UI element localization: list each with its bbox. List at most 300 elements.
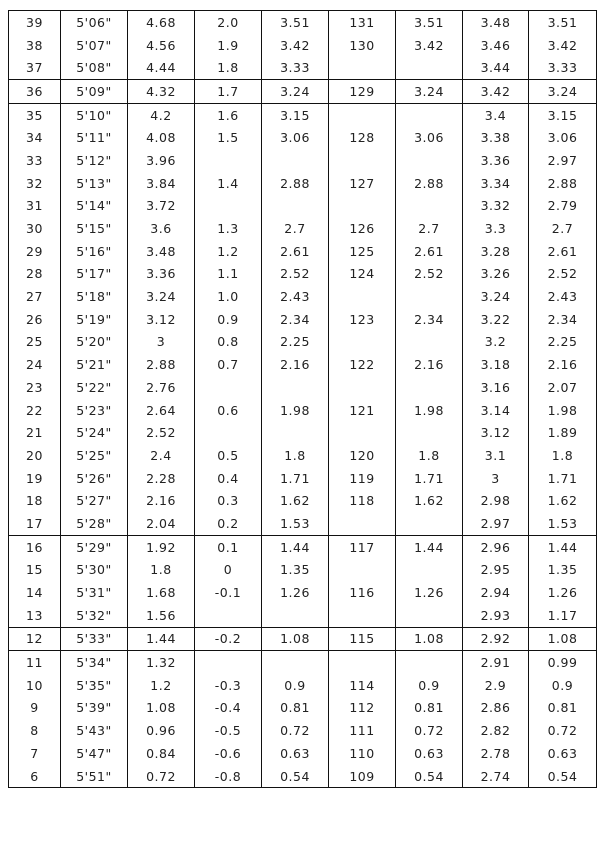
col5-cell: 2.52	[262, 263, 329, 286]
col7-cell: 2.7	[396, 217, 463, 240]
col4-cell: 0.7	[195, 353, 262, 376]
col4-cell: -0.6	[195, 742, 262, 765]
col4-cell: 0.1	[195, 535, 262, 558]
col8-cell: 2.74	[463, 765, 529, 788]
table-row	[9, 149, 597, 172]
time-cell: 5'24"	[61, 421, 128, 444]
col7-cell: 1.62	[396, 489, 463, 512]
col9-cell: 3.33	[529, 56, 597, 79]
col3-cell: 3.72	[128, 195, 195, 218]
table-row	[9, 331, 597, 354]
col6-cell	[329, 604, 396, 627]
score-cell: 21	[9, 421, 61, 444]
score-cell: 17	[9, 512, 61, 535]
score-cell: 16	[9, 535, 61, 558]
col9-cell: 0.63	[529, 742, 597, 765]
score-cell: 25	[9, 331, 61, 354]
col7-cell: 3.06	[396, 126, 463, 149]
col7-cell: 2.34	[396, 308, 463, 331]
col8-cell: 3.26	[463, 263, 529, 286]
col4-cell	[195, 376, 262, 399]
time-cell: 5'31"	[61, 581, 128, 604]
col3-cell: 1.32	[128, 651, 195, 674]
table-row	[9, 285, 597, 308]
col4-cell: 1.8	[195, 56, 262, 79]
score-cell: 13	[9, 604, 61, 627]
table-row	[9, 559, 597, 582]
col4-cell: -0.2	[195, 627, 262, 651]
col7-cell: 3.24	[396, 80, 463, 104]
col4-cell	[195, 195, 262, 218]
col7-cell: 1.71	[396, 467, 463, 490]
score-cell: 26	[9, 308, 61, 331]
col9-cell: 1.26	[529, 581, 597, 604]
table-row	[9, 399, 597, 422]
col3-cell: 4.56	[128, 34, 195, 57]
col9-cell: 2.07	[529, 376, 597, 399]
col4-cell	[195, 149, 262, 172]
col5-cell: 1.62	[262, 489, 329, 512]
col7-cell	[396, 651, 463, 674]
col7-cell: 1.8	[396, 444, 463, 467]
col9-cell: 1.44	[529, 535, 597, 558]
col9-cell: 1.71	[529, 467, 597, 490]
col5-cell: 3.51	[262, 11, 329, 34]
time-cell: 5'29"	[61, 535, 128, 558]
time-cell: 5'33"	[61, 627, 128, 651]
score-cell: 10	[9, 674, 61, 697]
col6-cell: 115	[329, 627, 396, 651]
col9-cell: 0.99	[529, 651, 597, 674]
table-row	[9, 489, 597, 512]
col4-cell: 2.0	[195, 11, 262, 34]
col6-cell: 123	[329, 308, 396, 331]
col7-cell	[396, 604, 463, 627]
col9-cell: 3.51	[529, 11, 597, 34]
time-cell: 5'51"	[61, 765, 128, 788]
col7-cell	[396, 559, 463, 582]
table-row	[9, 674, 597, 697]
time-cell: 5'21"	[61, 353, 128, 376]
col9-cell: 2.79	[529, 195, 597, 218]
col8-cell: 2.92	[463, 627, 529, 651]
table-row	[9, 376, 597, 399]
col7-cell	[396, 512, 463, 535]
col9-cell: 0.81	[529, 697, 597, 720]
col7-cell: 0.63	[396, 742, 463, 765]
col6-cell	[329, 195, 396, 218]
table-row	[9, 126, 597, 149]
col6-cell: 118	[329, 489, 396, 512]
time-cell: 5'19"	[61, 308, 128, 331]
time-cell: 5'22"	[61, 376, 128, 399]
col5-cell: 0.63	[262, 742, 329, 765]
col5-cell: 2.43	[262, 285, 329, 308]
col8-cell: 3.32	[463, 195, 529, 218]
col8-cell: 3.48	[463, 11, 529, 34]
col3-cell: 3.12	[128, 308, 195, 331]
col5-cell: 0.54	[262, 765, 329, 788]
col6-cell: 119	[329, 467, 396, 490]
time-cell: 5'06"	[61, 11, 128, 34]
col6-cell: 117	[329, 535, 396, 558]
col4-cell: 0.3	[195, 489, 262, 512]
col6-cell: 120	[329, 444, 396, 467]
score-cell: 29	[9, 240, 61, 263]
col3-cell: 3.84	[128, 172, 195, 195]
col6-cell: 116	[329, 581, 396, 604]
col6-cell: 126	[329, 217, 396, 240]
col4-cell: 1.1	[195, 263, 262, 286]
col6-cell	[329, 56, 396, 79]
col9-cell: 0.54	[529, 765, 597, 788]
col6-cell: 121	[329, 399, 396, 422]
time-cell: 5'13"	[61, 172, 128, 195]
col3-cell: 3	[128, 331, 195, 354]
score-cell: 22	[9, 399, 61, 422]
col4-cell: 0.5	[195, 444, 262, 467]
col5-cell	[262, 421, 329, 444]
col8-cell: 3.28	[463, 240, 529, 263]
score-cell: 33	[9, 149, 61, 172]
col8-cell: 2.96	[463, 535, 529, 558]
col4-cell: 1.4	[195, 172, 262, 195]
col8-cell: 3.12	[463, 421, 529, 444]
col3-cell: 1.92	[128, 535, 195, 558]
table-body	[9, 11, 597, 788]
col9-cell: 3.42	[529, 34, 597, 57]
col5-cell: 3.15	[262, 103, 329, 126]
time-cell: 5'17"	[61, 263, 128, 286]
col3-cell: 4.08	[128, 126, 195, 149]
col9-cell: 1.8	[529, 444, 597, 467]
table-row	[9, 172, 597, 195]
col4-cell: 0.8	[195, 331, 262, 354]
time-cell: 5'47"	[61, 742, 128, 765]
col8-cell: 3.3	[463, 217, 529, 240]
col9-cell: 1.89	[529, 421, 597, 444]
col4-cell	[195, 604, 262, 627]
col3-cell: 0.72	[128, 765, 195, 788]
score-cell: 36	[9, 80, 61, 104]
score-cell: 12	[9, 627, 61, 651]
col7-cell	[396, 285, 463, 308]
col6-cell: 110	[329, 742, 396, 765]
col5-cell: 0.9	[262, 674, 329, 697]
table-row	[9, 421, 597, 444]
col8-cell: 3.46	[463, 34, 529, 57]
col4-cell: 0.4	[195, 467, 262, 490]
col6-cell	[329, 103, 396, 126]
time-cell: 5'10"	[61, 103, 128, 126]
col8-cell: 3.34	[463, 172, 529, 195]
col3-cell: 0.96	[128, 719, 195, 742]
col3-cell: 4.68	[128, 11, 195, 34]
col5-cell: 3.33	[262, 56, 329, 79]
col4-cell: 0.2	[195, 512, 262, 535]
col6-cell: 125	[329, 240, 396, 263]
col9-cell: 2.16	[529, 353, 597, 376]
col5-cell: 3.06	[262, 126, 329, 149]
score-cell: 37	[9, 56, 61, 79]
col7-cell: 2.61	[396, 240, 463, 263]
col8-cell: 2.82	[463, 719, 529, 742]
col6-cell: 109	[329, 765, 396, 788]
col6-cell	[329, 149, 396, 172]
table-row	[9, 651, 597, 674]
col3-cell: 1.44	[128, 627, 195, 651]
col5-cell: 1.35	[262, 559, 329, 582]
col8-cell: 3.14	[463, 399, 529, 422]
time-cell: 5'25"	[61, 444, 128, 467]
col8-cell: 2.9	[463, 674, 529, 697]
table-row	[9, 103, 597, 126]
col8-cell: 3	[463, 467, 529, 490]
score-cell: 23	[9, 376, 61, 399]
col8-cell: 2.97	[463, 512, 529, 535]
time-cell: 5'26"	[61, 467, 128, 490]
col6-cell: 122	[329, 353, 396, 376]
table-row	[9, 581, 597, 604]
col6-cell	[329, 512, 396, 535]
col3-cell: 1.2	[128, 674, 195, 697]
col5-cell: 3.42	[262, 34, 329, 57]
col8-cell: 3.1	[463, 444, 529, 467]
col3-cell: 4.44	[128, 56, 195, 79]
time-cell: 5'20"	[61, 331, 128, 354]
col3-cell: 0.84	[128, 742, 195, 765]
col9-cell: 1.08	[529, 627, 597, 651]
col3-cell: 2.04	[128, 512, 195, 535]
col9-cell: 2.61	[529, 240, 597, 263]
col7-cell	[396, 331, 463, 354]
score-cell: 15	[9, 559, 61, 582]
col8-cell: 3.36	[463, 149, 529, 172]
score-cell: 31	[9, 195, 61, 218]
score-cell: 32	[9, 172, 61, 195]
score-table	[8, 10, 597, 788]
col4-cell: 1.7	[195, 80, 262, 104]
table-row	[9, 512, 597, 535]
col3-cell: 4.32	[128, 80, 195, 104]
time-cell: 5'23"	[61, 399, 128, 422]
col7-cell: 1.98	[396, 399, 463, 422]
col8-cell: 3.44	[463, 56, 529, 79]
col5-cell: 2.88	[262, 172, 329, 195]
col5-cell: 2.25	[262, 331, 329, 354]
col9-cell: 2.52	[529, 263, 597, 286]
col9-cell: 3.24	[529, 80, 597, 104]
col6-cell	[329, 559, 396, 582]
col7-cell	[396, 195, 463, 218]
col8-cell: 3.16	[463, 376, 529, 399]
col5-cell: 2.61	[262, 240, 329, 263]
score-cell: 20	[9, 444, 61, 467]
col5-cell: 1.8	[262, 444, 329, 467]
time-cell: 5'15"	[61, 217, 128, 240]
col4-cell: 1.3	[195, 217, 262, 240]
col8-cell: 3.38	[463, 126, 529, 149]
time-cell: 5'28"	[61, 512, 128, 535]
score-cell: 11	[9, 651, 61, 674]
score-cell: 8	[9, 719, 61, 742]
col9-cell: 2.7	[529, 217, 597, 240]
col3-cell: 2.4	[128, 444, 195, 467]
time-cell: 5'14"	[61, 195, 128, 218]
col4-cell	[195, 421, 262, 444]
col4-cell: 1.0	[195, 285, 262, 308]
col5-cell: 1.53	[262, 512, 329, 535]
col7-cell: 1.26	[396, 581, 463, 604]
col5-cell: 2.7	[262, 217, 329, 240]
col5-cell: 1.71	[262, 467, 329, 490]
col4-cell: -0.1	[195, 581, 262, 604]
table-row	[9, 535, 597, 558]
time-cell: 5'39"	[61, 697, 128, 720]
col7-cell: 0.54	[396, 765, 463, 788]
table-row	[9, 195, 597, 218]
col6-cell	[329, 331, 396, 354]
col3-cell: 2.76	[128, 376, 195, 399]
col5-cell	[262, 149, 329, 172]
time-cell: 5'18"	[61, 285, 128, 308]
col9-cell: 2.97	[529, 149, 597, 172]
col9-cell: 1.17	[529, 604, 597, 627]
col8-cell: 2.94	[463, 581, 529, 604]
col6-cell	[329, 421, 396, 444]
time-cell: 5'08"	[61, 56, 128, 79]
time-cell: 5'12"	[61, 149, 128, 172]
col7-cell: 1.08	[396, 627, 463, 651]
col6-cell: 124	[329, 263, 396, 286]
table-row	[9, 444, 597, 467]
col4-cell: -0.4	[195, 697, 262, 720]
col3-cell: 2.64	[128, 399, 195, 422]
col9-cell: 1.35	[529, 559, 597, 582]
score-cell: 28	[9, 263, 61, 286]
col3-cell: 3.36	[128, 263, 195, 286]
col3-cell: 2.16	[128, 489, 195, 512]
table-row	[9, 353, 597, 376]
table-row	[9, 719, 597, 742]
col3-cell: 1.68	[128, 581, 195, 604]
col8-cell: 3.18	[463, 353, 529, 376]
col3-cell: 3.6	[128, 217, 195, 240]
table-row	[9, 742, 597, 765]
col6-cell: 130	[329, 34, 396, 57]
col5-cell: 3.24	[262, 80, 329, 104]
col5-cell	[262, 604, 329, 627]
col3-cell: 2.88	[128, 353, 195, 376]
col3-cell: 1.8	[128, 559, 195, 582]
col3-cell: 1.08	[128, 697, 195, 720]
col4-cell	[195, 651, 262, 674]
col9-cell: 2.88	[529, 172, 597, 195]
col9-cell: 2.43	[529, 285, 597, 308]
time-cell: 5'35"	[61, 674, 128, 697]
col3-cell: 2.28	[128, 467, 195, 490]
col8-cell: 3.4	[463, 103, 529, 126]
col9-cell: 1.53	[529, 512, 597, 535]
table-row	[9, 765, 597, 788]
col3-cell: 2.52	[128, 421, 195, 444]
col6-cell: 114	[329, 674, 396, 697]
col9-cell: 1.98	[529, 399, 597, 422]
col5-cell	[262, 376, 329, 399]
col6-cell: 128	[329, 126, 396, 149]
table-row	[9, 697, 597, 720]
col3-cell: 3.48	[128, 240, 195, 263]
col3-cell: 1.56	[128, 604, 195, 627]
col9-cell: 1.62	[529, 489, 597, 512]
table-row	[9, 308, 597, 331]
col7-cell: 0.9	[396, 674, 463, 697]
col5-cell: 1.26	[262, 581, 329, 604]
time-cell: 5'32"	[61, 604, 128, 627]
col7-cell: 2.88	[396, 172, 463, 195]
col6-cell: 111	[329, 719, 396, 742]
col4-cell: -0.5	[195, 719, 262, 742]
col5-cell: 2.16	[262, 353, 329, 376]
col3-cell: 3.24	[128, 285, 195, 308]
col7-cell	[396, 421, 463, 444]
score-cell: 35	[9, 103, 61, 126]
score-cell: 14	[9, 581, 61, 604]
col4-cell: -0.3	[195, 674, 262, 697]
col4-cell: 1.6	[195, 103, 262, 126]
col8-cell: 3.22	[463, 308, 529, 331]
col7-cell	[396, 103, 463, 126]
score-cell: 39	[9, 11, 61, 34]
col6-cell	[329, 376, 396, 399]
score-cell: 19	[9, 467, 61, 490]
col7-cell	[396, 149, 463, 172]
col5-cell: 1.98	[262, 399, 329, 422]
time-cell: 5'34"	[61, 651, 128, 674]
col8-cell: 2.86	[463, 697, 529, 720]
table-row	[9, 80, 597, 104]
col9-cell: 0.72	[529, 719, 597, 742]
col7-cell: 2.52	[396, 263, 463, 286]
col4-cell: 1.5	[195, 126, 262, 149]
table-row	[9, 240, 597, 263]
col7-cell	[396, 376, 463, 399]
table-row	[9, 604, 597, 627]
table-row	[9, 56, 597, 79]
score-cell: 30	[9, 217, 61, 240]
table-row	[9, 467, 597, 490]
table-row	[9, 627, 597, 651]
col6-cell: 127	[329, 172, 396, 195]
score-cell: 38	[9, 34, 61, 57]
col5-cell	[262, 651, 329, 674]
col9-cell: 2.34	[529, 308, 597, 331]
score-cell: 18	[9, 489, 61, 512]
col6-cell	[329, 285, 396, 308]
col4-cell: 1.9	[195, 34, 262, 57]
col6-cell: 129	[329, 80, 396, 104]
col8-cell: 2.95	[463, 559, 529, 582]
score-cell: 9	[9, 697, 61, 720]
col6-cell: 131	[329, 11, 396, 34]
score-cell: 27	[9, 285, 61, 308]
table-row	[9, 34, 597, 57]
col4-cell: -0.8	[195, 765, 262, 788]
col7-cell: 3.42	[396, 34, 463, 57]
col7-cell	[396, 56, 463, 79]
col4-cell: 0.6	[195, 399, 262, 422]
col9-cell: 3.06	[529, 126, 597, 149]
